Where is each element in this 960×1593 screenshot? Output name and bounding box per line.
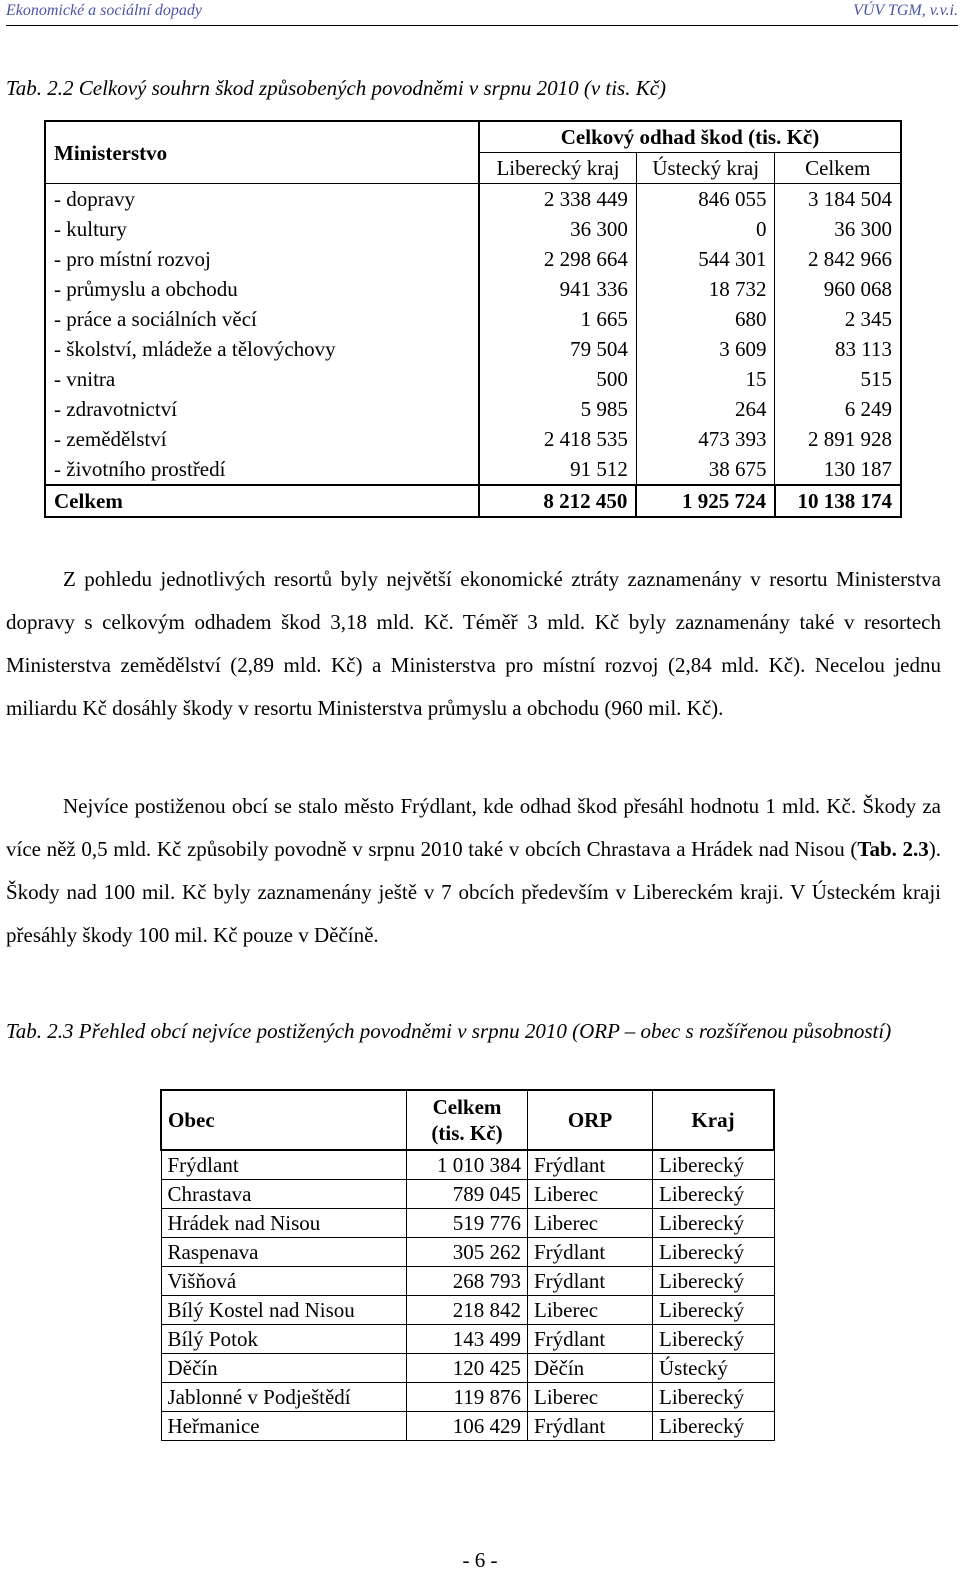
cell-kraj: Liberecký <box>653 1383 775 1412</box>
row-value: 83 113 <box>775 334 901 364</box>
total-value: 10 138 174 <box>775 485 901 517</box>
cell-obec: Raspenava <box>161 1238 407 1267</box>
damage-summary-table <box>44 120 902 518</box>
row-label: - školství, mládeže a tělovýchovy <box>45 334 479 364</box>
cell-celkem: 120 425 <box>407 1354 528 1383</box>
table-row <box>45 454 901 485</box>
cell-obec: Frýdlant <box>161 1150 407 1180</box>
row-value: 2 298 664 <box>479 244 636 274</box>
cell-kraj: Liberecký <box>653 1412 775 1441</box>
row-value: 473 393 <box>636 424 775 454</box>
cell-kraj: Liberecký <box>653 1209 775 1238</box>
table-reference: Tab. 2.3 <box>857 837 929 861</box>
row-value: 18 732 <box>636 274 775 304</box>
table-row <box>45 364 901 394</box>
cell-orp: Liberec <box>528 1209 653 1238</box>
table-row <box>45 394 901 424</box>
row-value: 846 055 <box>636 184 775 215</box>
total-value: 8 212 450 <box>479 485 636 517</box>
row-value: 38 675 <box>636 454 775 485</box>
table1-caption: Tab. 2.2 Celkový souhrn škod způsobených povodněmi v srpnu 2010 (v tis. Kč) <box>6 76 667 100</box>
row-value: 1 665 <box>479 304 636 334</box>
cell-obec: Chrastava <box>161 1180 407 1209</box>
row-value: 960 068 <box>775 274 901 304</box>
row-value: 2 338 449 <box>479 184 636 215</box>
row-value: 0 <box>636 214 775 244</box>
cell-kraj: Liberecký <box>653 1325 775 1354</box>
cell-orp: Frýdlant <box>528 1412 653 1441</box>
row-value: 544 301 <box>636 244 775 274</box>
table-row <box>161 1354 774 1383</box>
row-label: - zdravotnictví <box>45 394 479 424</box>
header-ministerstvo: Ministerstvo <box>45 121 479 184</box>
row-label: - kultury <box>45 214 479 244</box>
cell-celkem: 218 842 <box>407 1296 528 1325</box>
cell-obec: Hrádek nad Nisou <box>161 1209 407 1238</box>
cell-celkem: 1 010 384 <box>407 1150 528 1180</box>
table-row <box>45 424 901 454</box>
row-label: - pro místní rozvoj <box>45 244 479 274</box>
table1-header-row-1 <box>45 121 901 153</box>
row-value: 79 504 <box>479 334 636 364</box>
table-row <box>161 1267 774 1296</box>
total-label: Celkem <box>45 485 479 517</box>
table-row <box>161 1296 774 1325</box>
cell-obec: Jablonné v Podještědí <box>161 1383 407 1412</box>
table-row <box>45 334 901 364</box>
table-row <box>161 1209 774 1238</box>
row-label: - zemědělství <box>45 424 479 454</box>
table-row <box>45 274 901 304</box>
table-row <box>45 304 901 334</box>
table-row <box>45 214 901 244</box>
row-value: 264 <box>636 394 775 424</box>
table-row <box>161 1180 774 1209</box>
cell-celkem: 119 876 <box>407 1383 528 1412</box>
cell-orp: Děčín <box>528 1354 653 1383</box>
header-celkem-line1: Celkem <box>432 1095 502 1119</box>
cell-orp: Frýdlant <box>528 1150 653 1180</box>
row-value: 2 891 928 <box>775 424 901 454</box>
table-row <box>161 1238 774 1267</box>
header-left-text: Ekonomické a sociální dopady <box>6 2 202 19</box>
header-orp: ORP <box>528 1090 653 1150</box>
header-kraj: Kraj <box>653 1090 775 1150</box>
row-value: 3 184 504 <box>775 184 901 215</box>
cell-celkem: 143 499 <box>407 1325 528 1354</box>
row-label: - vnitra <box>45 364 479 394</box>
row-value: 15 <box>636 364 775 394</box>
cell-celkem: 789 045 <box>407 1180 528 1209</box>
row-value: 3 609 <box>636 334 775 364</box>
cell-kraj: Liberecký <box>653 1296 775 1325</box>
cell-celkem: 519 776 <box>407 1209 528 1238</box>
municipalities-table <box>160 1089 775 1441</box>
paragraph-ministries: Z pohledu jednotlivých resortů byly největší ekonomické ztráty zaznamenány v resortu Ministerstva dopravy s celkovým odhadem škod 3,18 mld. Kč. Téměř 3 mld. Kč byly zaznamenány také v resortech Ministerstva zemědělství (2,89 mld. Kč) a Ministerstva pro místní rozvoj (2,84 mld. Kč). Necelou jednu miliardu Kč dosáhly škody v resortu Ministerstva průmyslu a obchodu (960 mil. Kč). <box>6 567 941 720</box>
cell-orp: Frýdlant <box>528 1238 653 1267</box>
row-value: 36 300 <box>479 214 636 244</box>
cell-orp: Liberec <box>528 1296 653 1325</box>
row-value: 2 842 966 <box>775 244 901 274</box>
row-label: - průmyslu a obchodu <box>45 274 479 304</box>
header-ustecky: Ústecký kraj <box>636 153 775 184</box>
cell-orp: Liberec <box>528 1383 653 1412</box>
cell-kraj: Liberecký <box>653 1180 775 1209</box>
table2-caption: Tab. 2.3 Přehled obcí nejvíce postižených povodněmi v srpnu 2010 (ORP – obec s rozšířenou působností) <box>6 1019 892 1043</box>
table1-total-row <box>45 485 901 517</box>
row-value: 91 512 <box>479 454 636 485</box>
row-value: 6 249 <box>775 394 901 424</box>
row-value: 941 336 <box>479 274 636 304</box>
cell-kraj: Liberecký <box>653 1238 775 1267</box>
cell-kraj: Ústecký <box>653 1354 775 1383</box>
table-row <box>45 244 901 274</box>
header-group-total-estimate: Celkový odhad škod (tis. Kč) <box>479 121 901 153</box>
paragraph2-before: Nejvíce postiženou obcí se stalo město Frýdlant, kde odhad škod přesáhl hodnotu 1 mld. Kč. Škody za více něž 0,5 mld. Kč způsobily povodně v srpnu 2010 také v obcích Chrastava a Hrádek nad Nisou ( <box>6 794 941 861</box>
table-row <box>161 1325 774 1354</box>
table-row <box>161 1150 774 1180</box>
cell-obec: Děčín <box>161 1354 407 1383</box>
row-value: 5 985 <box>479 394 636 424</box>
cell-kraj: Liberecký <box>653 1267 775 1296</box>
header-liberecky: Liberecký kraj <box>479 153 636 184</box>
row-value: 515 <box>775 364 901 394</box>
total-value: 1 925 724 <box>636 485 775 517</box>
cell-kraj: Liberecký <box>653 1150 775 1180</box>
row-value: 500 <box>479 364 636 394</box>
cell-celkem: 305 262 <box>407 1238 528 1267</box>
page-number: - 6 - <box>462 1548 498 1572</box>
row-value: 130 187 <box>775 454 901 485</box>
row-label: - dopravy <box>45 184 479 215</box>
cell-celkem: 106 429 <box>407 1412 528 1441</box>
table-row <box>161 1412 774 1441</box>
paragraph2-after: ). Škody nad 100 mil. Kč byly zaznamenány ještě v 7 obcích především v Libereckém kraji. V Ústeckém kraji přesáhly škody 100 mil. Kč pouze v Děčíně. <box>6 837 942 947</box>
table2-header-row <box>161 1090 774 1150</box>
table-row <box>45 184 901 215</box>
header-right-text: VÚV TGM, v.v.i. <box>853 2 958 19</box>
row-label: - životního prostředí <box>45 454 479 485</box>
cell-obec: Višňová <box>161 1267 407 1296</box>
cell-orp: Liberec <box>528 1180 653 1209</box>
header-celkem <box>407 1090 528 1150</box>
row-value: 2 345 <box>775 304 901 334</box>
row-value: 2 418 535 <box>479 424 636 454</box>
cell-orp: Frýdlant <box>528 1267 653 1296</box>
header-celkem-line2: (tis. Kč) <box>431 1121 503 1145</box>
row-value: 36 300 <box>775 214 901 244</box>
cell-obec: Bílý Kostel nad Nisou <box>161 1296 407 1325</box>
cell-orp: Frýdlant <box>528 1325 653 1354</box>
cell-obec: Heřmanice <box>161 1412 407 1441</box>
page-header <box>6 0 958 26</box>
row-value: 680 <box>636 304 775 334</box>
paragraph-municipalities <box>6 785 941 957</box>
cell-celkem: 268 793 <box>407 1267 528 1296</box>
row-label: - práce a sociálních věcí <box>45 304 479 334</box>
cell-obec: Bílý Potok <box>161 1325 407 1354</box>
header-celkem: Celkem <box>775 153 901 184</box>
header-obec: Obec <box>161 1090 407 1150</box>
table-row <box>161 1383 774 1412</box>
